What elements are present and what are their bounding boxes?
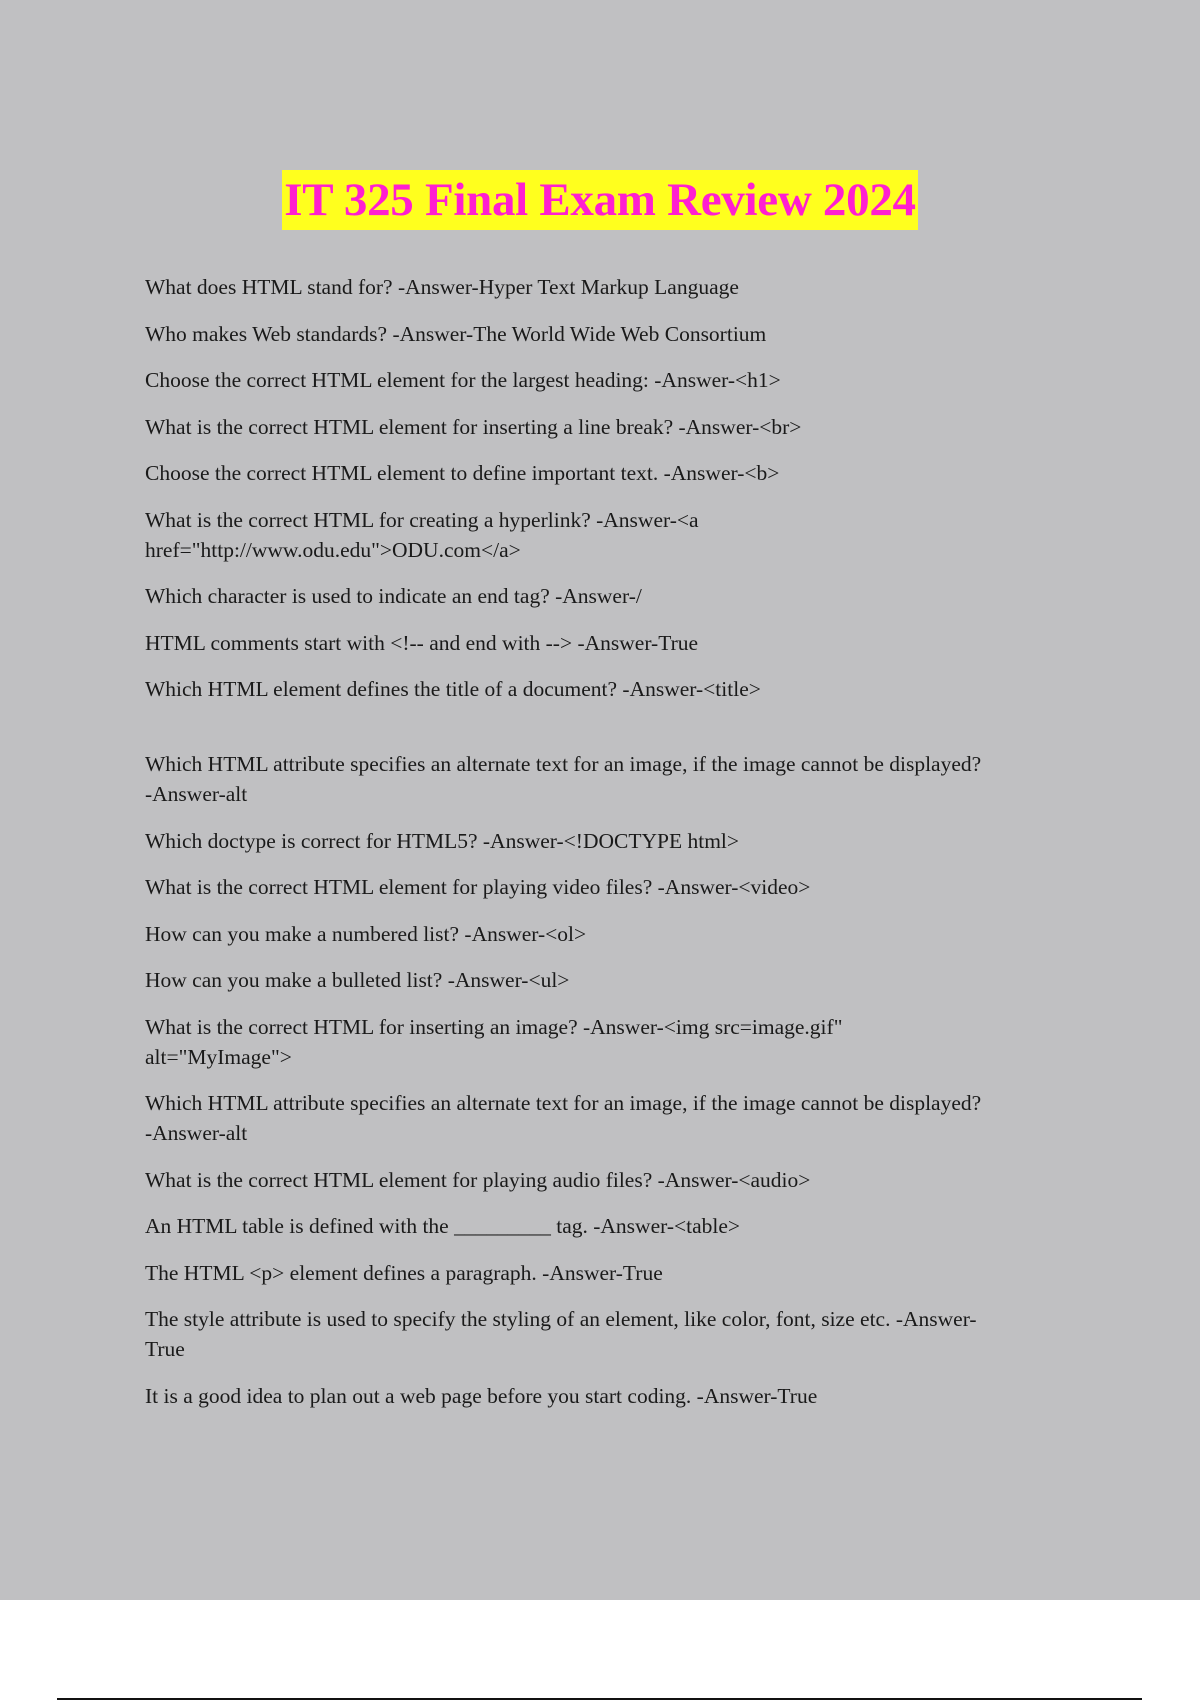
qa-list (145, 272, 1095, 1427)
qa-item: The style attribute is used to specify the styling of an element, like color, font, size etc. -Answer- True (145, 1307, 977, 1361)
qa-item: What is the correct HTML for inserting an image? -Answer-<img src=image.gif" alt="MyImage"> (145, 1014, 843, 1069)
qa-item: Choose the correct HTML element to define important text. -Answer-<b> (145, 461, 780, 485)
qa-item: How can you make a bulleted list? -Answer-<ul> (145, 968, 570, 992)
qa-item: What is the correct HTML element for inserting a line break? -Answer-<br> (145, 414, 802, 439)
qa-item: Which HTML attribute specifies an alternate text for an image, if the image cannot be displayed? -Answer-alt (145, 752, 982, 806)
qa-item: Choose the correct HTML element for the largest heading: -Answer-<h1> (145, 368, 781, 392)
qa-item: Who makes Web standards? -Answer-The World Wide Web Consortium (145, 321, 767, 346)
qa-item: Which doctype is correct for HTML5? -Answer-<!DOCTYPE html> (145, 828, 740, 853)
title-container (0, 170, 1200, 230)
document-title: IT 325 Final Exam Review 2024 (282, 170, 917, 230)
qa-item: What is the correct HTML element for playing video files? -Answer-<video> (145, 875, 811, 899)
qa-item: HTML comments start with <!-- and end with --> -Answer-True (145, 630, 699, 655)
qa-item: The HTML <p> element defines a paragraph. -Answer-True (145, 1260, 663, 1285)
qa-item: It is a good idea to plan out a web page before you start coding. -Answer-True (145, 1383, 818, 1408)
qa-item: Which HTML element defines the title of a document? -Answer-<title> (145, 677, 761, 701)
qa-item: How can you make a numbered list? -Answer-<ol> (145, 921, 587, 946)
qa-item: Which character is used to indicate an end tag? -Answer-/ (145, 584, 642, 608)
qa-item: What does HTML stand for? -Answer-Hyper Text Markup Language (145, 275, 739, 299)
qa-item: Which HTML attribute specifies an alternate text for an image, if the image cannot be displayed? -Answer-alt (145, 1091, 982, 1145)
qa-item: What is the correct HTML element for playing audio files? -Answer-<audio> (145, 1167, 811, 1192)
qa-item: What is the correct HTML for creating a hyperlink? -Answer-<a href="http://www.odu.edu">ODU.com</a> (145, 507, 699, 562)
qa-item: An HTML table is defined with the _________ tag. -Answer-<table> (145, 1214, 741, 1238)
